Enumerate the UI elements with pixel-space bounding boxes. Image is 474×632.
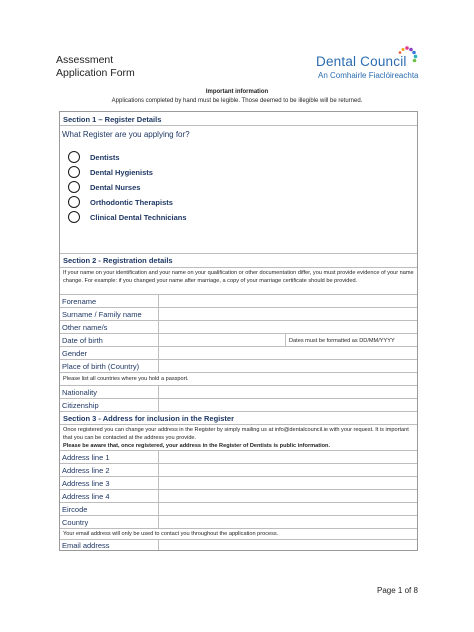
address-change-note: Once registered you can change your address in the Register by simply mailing us at info@dentalcouncil.ie with your request. It is important that you can be contacted at the address you provide.: [63, 427, 409, 442]
option-label: Orthodontic Therapists: [90, 198, 173, 207]
eircode-row: [60, 503, 417, 516]
radio-circle-icon[interactable]: [68, 166, 80, 178]
eircode-field[interactable]: [159, 503, 417, 515]
dental-council-logo: [316, 50, 428, 84]
important-heading: Important information: [205, 89, 269, 95]
country-row: [60, 516, 417, 529]
section1-register-block: [60, 126, 417, 254]
form-title-line1: Assessment: [56, 54, 114, 66]
address-line-1-field[interactable]: [159, 451, 417, 463]
address-line-3-field[interactable]: [159, 477, 417, 489]
dob-row: [60, 334, 417, 347]
address-line-1-row: [60, 451, 417, 464]
passport-note-row: [60, 373, 417, 386]
place-of-birth-row: [60, 360, 417, 373]
section2-heading-row: [60, 254, 417, 268]
page-number: Page 1 of 8: [377, 586, 418, 595]
address-line-3-label: Address line 3: [62, 479, 110, 488]
application-form: [59, 111, 418, 551]
form-title: [56, 54, 135, 80]
section3-heading: Section 3 - Address for inclusion in the Register: [63, 414, 235, 423]
surname-row: [60, 308, 417, 321]
section1-heading-row: [60, 112, 417, 126]
radio-circle-icon[interactable]: [68, 196, 80, 208]
option-label: Dentists: [90, 153, 120, 162]
gender-label: Gender: [62, 349, 88, 358]
country-field[interactable]: [159, 516, 417, 528]
public-info-warning: Please be aware that, once registered, your address in the Register of Dentists is public information.: [63, 443, 331, 450]
email-note-row: [60, 529, 417, 540]
logo-dots-icon: [396, 46, 418, 64]
nationality-label: Nationality: [62, 388, 98, 397]
dob-format-hint: Dates must be formatted as DD/MM/YYYY: [289, 338, 395, 344]
form-title-line2: Application Form: [56, 67, 135, 79]
country-label: Country: [62, 518, 89, 527]
other-names-field[interactable]: [159, 321, 417, 333]
nationality-row: [60, 386, 417, 399]
address-line-2-label: Address line 2: [62, 466, 110, 475]
forename-field[interactable]: [159, 295, 417, 307]
citizenship-field[interactable]: [159, 399, 417, 411]
section1-heading: Section 1 – Register Details: [63, 115, 162, 124]
address-line-3-row: [60, 477, 417, 490]
other-names-row: [60, 321, 417, 334]
email-row: [60, 540, 417, 550]
name-change-note: If your name on your identification and your name on your qualification or other documentation differ, you must provide evidence of your name change. For example: if you changed your name after marriage, a copy of your marriage certificate should be provided.: [63, 270, 414, 285]
radio-circle-icon[interactable]: [68, 211, 80, 223]
gender-row: [60, 347, 417, 360]
option-label: Dental Hygienists: [90, 168, 153, 177]
surname-label: Surname / Family name: [62, 310, 142, 319]
other-names-label: Other name/s: [62, 323, 108, 332]
section3-note-row: [60, 425, 417, 451]
place-of-birth-field[interactable]: [159, 360, 417, 372]
email-label: Email address: [62, 541, 110, 550]
surname-field[interactable]: [159, 308, 417, 320]
section2-heading: Section 2 - Registration details: [63, 256, 173, 265]
gender-field[interactable]: [159, 347, 417, 359]
radio-circle-icon[interactable]: [68, 151, 80, 163]
passport-note: Please list all countries where you hold a passport.: [63, 376, 189, 382]
email-note: Your email address will only be used to contact you throughout the application process.: [63, 531, 279, 537]
section3-heading-row: [60, 412, 417, 425]
forename-row: [60, 295, 417, 308]
option-label: Clinical Dental Technicians: [90, 213, 187, 222]
important-text: Applications completed by hand must be legible. Those deemed to be illegible will be returned.: [111, 98, 363, 104]
address-line-2-field[interactable]: [159, 464, 417, 476]
citizenship-row: [60, 399, 417, 412]
citizenship-label: Citizenship: [62, 401, 99, 410]
logo-irish-name: An Comhairle Fiaclóireachta: [318, 71, 419, 80]
address-line-2-row: [60, 464, 417, 477]
forename-label: Forename: [62, 297, 97, 306]
logo-name: Dental Council: [316, 54, 407, 69]
radio-circle-icon[interactable]: [68, 181, 80, 193]
option-label: Dental Nurses: [90, 183, 141, 192]
nationality-field[interactable]: [159, 386, 417, 398]
place-of-birth-label: Place of birth (Country): [62, 362, 140, 371]
address-line-4-row: [60, 490, 417, 503]
address-line-4-field[interactable]: [159, 490, 417, 502]
address-line-1-label: Address line 1: [62, 453, 110, 462]
eircode-label: Eircode: [62, 505, 88, 514]
section2-note-row: [60, 268, 417, 295]
dob-field[interactable]: [159, 334, 285, 346]
dob-label: Date of birth: [62, 336, 103, 345]
email-field[interactable]: [159, 540, 417, 550]
register-question: What Register are you applying for?: [62, 130, 190, 139]
address-line-4-label: Address line 4: [62, 492, 110, 501]
